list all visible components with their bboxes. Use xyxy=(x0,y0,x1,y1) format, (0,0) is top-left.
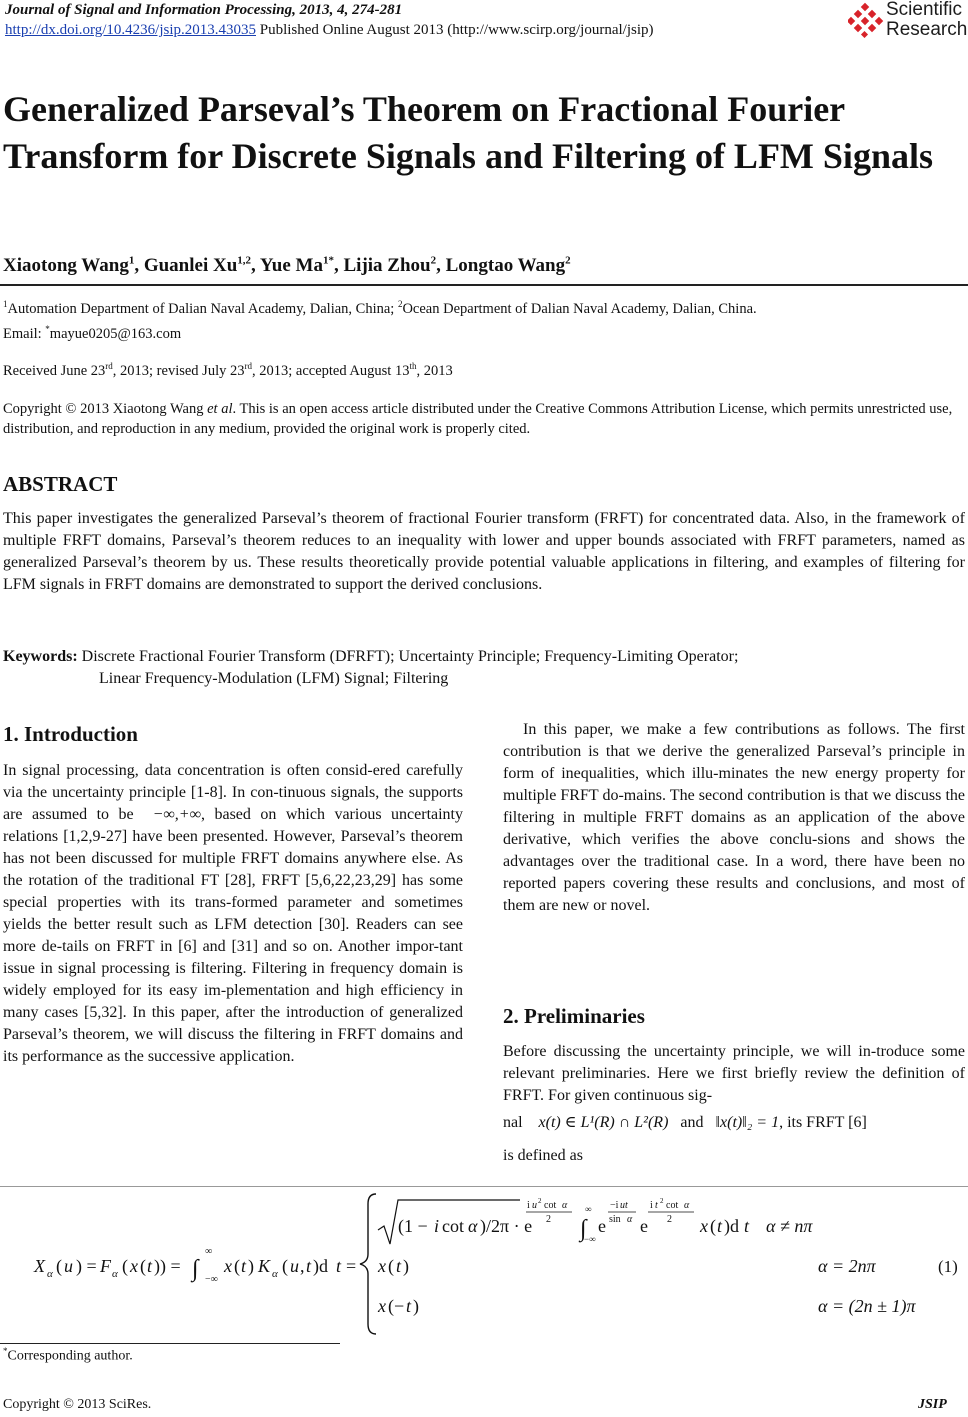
svg-text:x: x xyxy=(130,1256,138,1276)
equation-number: (1) xyxy=(938,1257,958,1276)
svg-text:x: x xyxy=(700,1216,708,1236)
footer-journal-abbrev: JSIP xyxy=(918,1397,947,1412)
journal-name: Journal of Signal and Information Processing xyxy=(5,2,293,18)
doi-line xyxy=(5,22,654,39)
abstract-text: This paper investigates the generalized Parseval’s theorem of fractional Fourier transform (FRFT) for concentrated data. Also, in the framework of multiple FRFT domains, Parseval’s theorem reduces to an inequality with lower and upper bounds associated with FRFT parameters, named as generalized Parseval’s theorem by us. These results theoretically provide potential valuable applications in filtering, and examples of filtering for LFM signals in FRFT domains are demonstrated to support the derived conclusions. xyxy=(3,510,965,593)
svg-text:u: u xyxy=(64,1256,73,1276)
footer-copyright: Copyright © 2013 SciRes. xyxy=(3,1397,152,1412)
svg-text:t: t xyxy=(336,1256,342,1276)
svg-text:(: ( xyxy=(282,1256,288,1276)
equation-top-rule xyxy=(0,1186,968,1187)
svg-text:(1 −: (1 − xyxy=(398,1216,428,1236)
journal-header xyxy=(5,2,402,19)
svg-text:α: α xyxy=(47,1268,53,1280)
svg-text:i: i xyxy=(527,1200,530,1211)
svg-text:∫: ∫ xyxy=(192,1256,199,1282)
equation-frft-definition xyxy=(0,1188,968,1338)
doi-link[interactable]: http://dx.doi.org/10.4236/jsip.2013.43035 xyxy=(5,22,256,38)
author: Guanlei Xu$^{1,2}$, xyxy=(143,255,260,277)
svg-text:F: F xyxy=(100,1256,111,1276)
svg-text:t: t xyxy=(655,1200,658,1211)
svg-text:): ) xyxy=(403,1256,409,1276)
svg-text:α: α xyxy=(272,1268,278,1280)
svg-text:∫: ∫ xyxy=(580,1216,587,1242)
svg-text:)) =: )) = xyxy=(154,1256,181,1276)
svg-text:e: e xyxy=(598,1216,606,1236)
case1-condition: α ≠ nπ xyxy=(766,1216,813,1236)
svg-text:(: ( xyxy=(140,1256,146,1276)
svg-text:t: t xyxy=(744,1216,750,1236)
svg-text:x: x xyxy=(224,1256,232,1276)
svg-text:): ) xyxy=(413,1296,419,1316)
norm-condition: ‖x(t)‖₂ = 1 xyxy=(715,1114,780,1131)
svg-text:e: e xyxy=(640,1216,648,1236)
publisher-name: Scientific Research xyxy=(886,0,968,40)
svg-text:t: t xyxy=(396,1256,402,1276)
svg-text:t: t xyxy=(406,1296,412,1316)
infinite-interval: −∞,+∞ xyxy=(152,806,201,823)
svg-text:cot: cot xyxy=(442,1216,464,1236)
journal-volume: , 2013, 4, 274-281 xyxy=(292,2,403,18)
svg-text:α: α xyxy=(627,1214,633,1225)
svg-text:−i: −i xyxy=(610,1200,619,1211)
svg-text:x: x xyxy=(378,1296,386,1316)
svg-text:K: K xyxy=(258,1256,271,1276)
svg-text:)/2π · e: )/2π · e xyxy=(480,1216,533,1236)
svg-text:u: u xyxy=(532,1200,537,1211)
keywords-label: Keywords: xyxy=(3,648,78,665)
svg-text:): ) xyxy=(248,1256,254,1276)
introduction-paragraph: In signal processing, data concentration is often consid-ered carefully via the uncertainty principle [1-8]. In con-tinuous signals, the supports are assumed to be −∞,+∞, based on which various uncertainty relations [1,2,9-27] have been presented. However, Parseval’s theorem has not been discussed for multiple FRFT domains anywhere else. As the rotation of the traditional FT [28], FRFT [5,6,22,23,29] has some special properties with its trans-formed parameter and sometimes yields the better result such as LFM detection [30]. Readers can see more de-tails on FRFT in [6] and [31] and so on. Another impor-tant issue in signal processing is filtering. Filtering in frequency domain is widely employed for its easy im-plementation and high efficiency in many cases [5,32]. In this paper, after the introduction of generalized Parseval’s theorem, we will discuss the filtering in FRFT domains and its performance as the successive application. xyxy=(3,762,464,1065)
paper-title: Generalized Parseval’s Theorem on Fractional Fourier Transform for Discrete Signals and Filtering of LFM Signals xyxy=(3,89,933,176)
svg-text:) =: ) = xyxy=(76,1256,97,1276)
svg-text:=: = xyxy=(346,1256,357,1276)
footnote: *Corresponding author. xyxy=(3,1346,133,1364)
contributions-paragraph: In this paper, we make a few contributions as follows. The first contribution is that we derive the generalized Parseval’s principle in form of inequalities, which illu-minates the new energy property for multiple FRFT do-mains. The second contribution is that we discuss the filtering in multiple FRFT domains as an application of the above derivative, which verifies the above conclu-sions and shows the advantages over the traditional case. In a word, there have been no reported papers covering these results and conclusions, and most of them are new or novel. xyxy=(503,721,965,914)
svg-text:u: u xyxy=(290,1256,299,1276)
svg-text:2: 2 xyxy=(538,1197,542,1205)
svg-text:2: 2 xyxy=(667,1214,672,1225)
svg-text:t: t xyxy=(147,1256,153,1276)
author-list xyxy=(3,255,571,277)
svg-text:α: α xyxy=(562,1200,568,1211)
svg-text:2: 2 xyxy=(546,1214,551,1225)
svg-text:)d: )d xyxy=(724,1216,739,1236)
svg-text:,: , xyxy=(300,1256,305,1276)
svg-text:t: t xyxy=(717,1216,723,1236)
abstract-heading: ABSTRACT xyxy=(3,472,118,496)
published-online: Published Online August 2013 (http://www.scirp.org/journal/jsip) xyxy=(256,22,654,38)
preliminaries-line-conditions: nal x(t) ∈ L¹(R) ∩ L²(R) and ‖x(t)‖₂ = 1, its FRFT [6] xyxy=(503,1114,867,1131)
svg-text:(: ( xyxy=(388,1256,394,1276)
author: Yue $Ma^{1*}$, xyxy=(259,255,344,277)
svg-text:i: i xyxy=(650,1200,653,1211)
case3-condition: α = (2n ± 1)π xyxy=(818,1296,916,1316)
svg-text:)d: )d xyxy=(313,1256,328,1276)
svg-text:(: ( xyxy=(710,1216,716,1236)
svg-text:∞: ∞ xyxy=(585,1204,592,1214)
footnote-rule xyxy=(0,1343,340,1344)
svg-text:α: α xyxy=(684,1200,690,1211)
section-preliminaries-heading: 2. Preliminaries xyxy=(503,1004,645,1028)
copyright-notice: Copyright © 2013 Xiaotong Wang et al. This is an open access article distributed under the Creative Commons Attribution License, which permits unrestricted use, distribution, and reproduction in any medium, provided the original work is properly cited. xyxy=(3,401,953,437)
defined-as: is defined as xyxy=(503,1147,583,1164)
case2-condition: α = 2nπ xyxy=(818,1256,876,1276)
equation-graphic xyxy=(0,1188,968,1338)
svg-text:cot: cot xyxy=(666,1200,679,1211)
publisher-logo xyxy=(848,0,968,44)
keywords: Keywords: Discrete Fractional Fourier Transform (DFRFT); Uncertainty Principle; Frequency-Limiting Operator; Linear Frequency-Modulation (LFM) Signal; Filtering xyxy=(3,648,739,687)
svg-text:x: x xyxy=(378,1256,386,1276)
svg-text:ut: ut xyxy=(620,1200,628,1211)
svg-text:(: ( xyxy=(56,1256,62,1276)
svg-text:(: ( xyxy=(234,1256,240,1276)
scirp-logo-icon xyxy=(848,2,884,38)
title-divider xyxy=(0,284,968,286)
svg-text:t: t xyxy=(306,1256,312,1276)
svg-text:2: 2 xyxy=(660,1197,664,1205)
equation-lhs: X xyxy=(34,1256,45,1276)
svg-text:α: α xyxy=(112,1268,118,1280)
author: Xiaotong Wang$^1$, xyxy=(3,255,144,277)
email-address: mayue0205@163.com xyxy=(49,325,182,342)
svg-text:i: i xyxy=(434,1216,440,1236)
svg-text:cot: cot xyxy=(544,1200,557,1211)
preliminaries-paragraph: Before discussing the uncertainty principle, we will in-troduce some relevant preliminaries. Here we first briefly review the definition of FRFT. For given continuous sig- xyxy=(503,1043,965,1104)
svg-text:α: α xyxy=(468,1216,478,1236)
svg-text:(−: (− xyxy=(388,1296,405,1316)
section-introduction-heading: 1. Introduction xyxy=(3,722,138,746)
svg-text:sin: sin xyxy=(609,1214,621,1225)
svg-text:∞: ∞ xyxy=(205,1246,213,1257)
svg-text:t: t xyxy=(241,1256,247,1276)
svg-text:(: ( xyxy=(122,1256,128,1276)
signal-space-condition: x(t) ∈ L¹(R) ∩ L²(R) xyxy=(538,1114,669,1131)
affiliations: $^1$Automation Department of Dalian Naval Academy, Dalian, China; $^2$Ocean Department of Dalian Naval Academy, Dalian, China. Email: *mayue0205@163.com xyxy=(3,299,757,342)
svg-text:−∞: −∞ xyxy=(205,1274,218,1285)
author: Lijia Zhou$^2$, xyxy=(343,255,446,277)
received-dates: Received June 23rd, 2013; revised July 23rd, 2013; accepted August 13th, 2013 xyxy=(3,361,453,379)
svg-text:−∞: −∞ xyxy=(584,1234,596,1244)
author: Longtao Wang$^2$ xyxy=(445,255,571,277)
